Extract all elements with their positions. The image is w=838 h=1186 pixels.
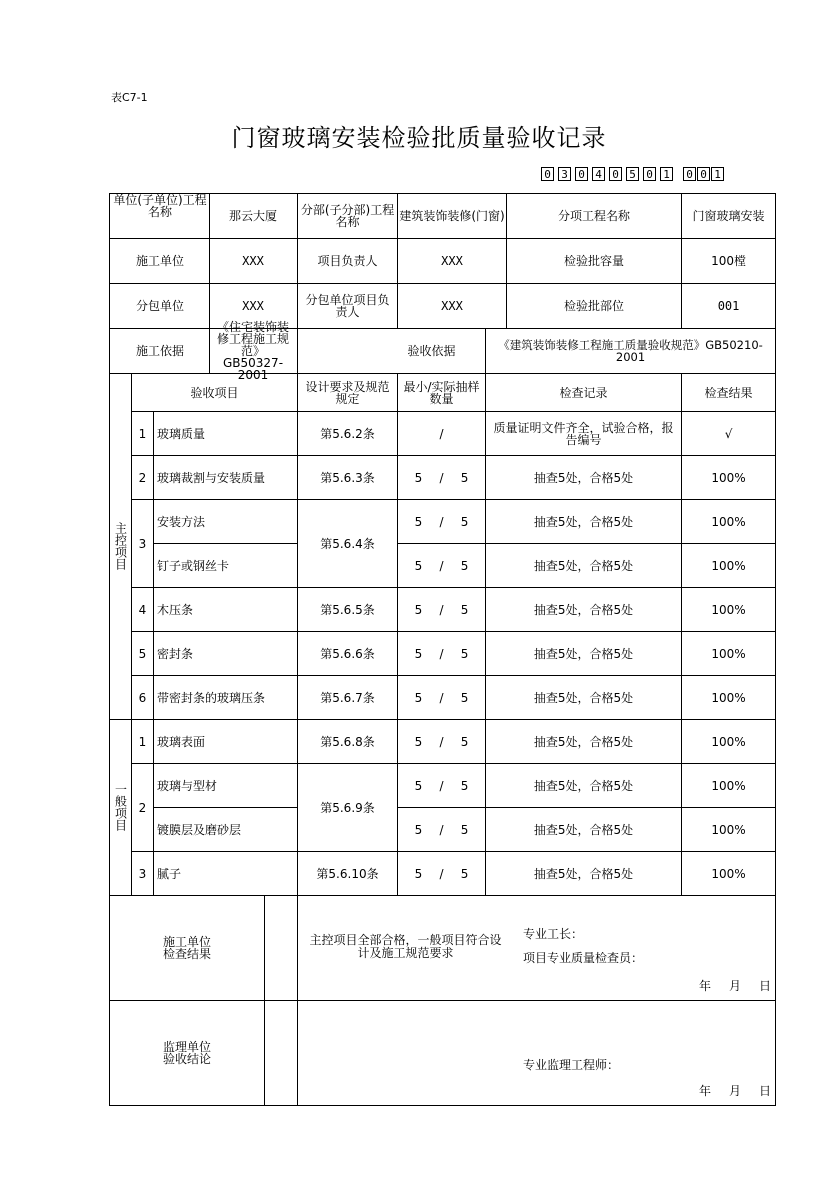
item-sample bbox=[398, 720, 486, 764]
item-no: 3 bbox=[132, 852, 154, 896]
capacity-value: 100樘 bbox=[682, 239, 776, 284]
item-result: 100% bbox=[682, 764, 776, 808]
sample-min: 5 bbox=[414, 558, 423, 573]
constructor-sign-area bbox=[298, 896, 776, 1001]
col-spec: 设计要求及规范规定 bbox=[298, 374, 398, 412]
accept-basis-value: 《建筑装饰装修工程施工质量验收规范》GB50210-2001 bbox=[486, 329, 776, 374]
seq-digit: 1 bbox=[711, 167, 724, 181]
constructor-check-row bbox=[110, 896, 776, 1001]
item-sample bbox=[398, 588, 486, 632]
item-value: 门窗玻璃安装 bbox=[682, 194, 776, 239]
code-digit: 4 bbox=[592, 167, 605, 181]
item-name: 玻璃质量 bbox=[154, 412, 298, 456]
item-sample: / bbox=[398, 412, 486, 456]
sample-actual: 5 bbox=[460, 734, 469, 749]
sample-actual: 5 bbox=[460, 866, 469, 881]
item-spec: 第5.6.2条 bbox=[298, 412, 398, 456]
item-record: 质量证明文件齐全，试验合格，报告编号 bbox=[486, 412, 682, 456]
item-spec: 第5.6.3条 bbox=[298, 456, 398, 500]
sequence-code bbox=[683, 167, 725, 181]
sample-actual: 5 bbox=[460, 514, 469, 529]
item-no: 1 bbox=[132, 412, 154, 456]
sample-actual: 5 bbox=[460, 822, 469, 837]
item-record: 抽查5处，合格5处 bbox=[486, 632, 682, 676]
table-row bbox=[110, 676, 776, 720]
constructor-value: XXX bbox=[209, 239, 296, 283]
code-digit: 3 bbox=[558, 167, 571, 181]
main-section-label bbox=[110, 374, 132, 720]
sample-min: 5 bbox=[414, 822, 423, 837]
sample-actual: 5 bbox=[460, 602, 469, 617]
general-section-label bbox=[110, 720, 132, 896]
item-record: 抽查5处，合格5处 bbox=[486, 852, 682, 896]
sample-min: 5 bbox=[414, 734, 423, 749]
supervisor-check-label: 监理单位验收结论 bbox=[162, 1040, 211, 1066]
item-result: 100% bbox=[682, 456, 776, 500]
sub-pm-value: XXX bbox=[398, 284, 507, 328]
sub-label: 分包单位 bbox=[135, 299, 184, 313]
item-sample bbox=[398, 676, 486, 720]
sample-min: 5 bbox=[414, 778, 423, 793]
item-record: 抽查5处，合格5处 bbox=[486, 720, 682, 764]
item-name: 安装方法 bbox=[154, 500, 298, 544]
item-name: 带密封条的玻璃压条 bbox=[154, 676, 298, 720]
division-label: 分部(子分部)工程名称 bbox=[298, 194, 398, 239]
item-spec: 第5.6.9条 bbox=[298, 764, 398, 852]
item-sample bbox=[398, 764, 486, 808]
part-label: 检验批部位 bbox=[564, 299, 625, 313]
code-digit: 0 bbox=[609, 167, 622, 181]
item-spec: 第5.6.8条 bbox=[298, 720, 398, 764]
item-no: 1 bbox=[132, 720, 154, 764]
sample-sep: / bbox=[439, 822, 444, 837]
item-sample bbox=[398, 456, 486, 500]
item-name: 镀膜层及磨砂层 bbox=[154, 808, 298, 852]
date-day: 日 bbox=[759, 1084, 772, 1098]
table-row bbox=[110, 456, 776, 500]
pm-label: 项目负责人 bbox=[298, 239, 398, 284]
inspector-label: 项目专业质量检查员： bbox=[523, 951, 644, 965]
item-result: 100% bbox=[682, 500, 776, 544]
code-digit: 5 bbox=[626, 167, 639, 181]
date-month: 月 bbox=[729, 1084, 742, 1098]
item-sample bbox=[398, 544, 486, 588]
item-result: 100% bbox=[682, 632, 776, 676]
code-digit: 1 bbox=[660, 167, 673, 181]
col-item: 验收项目 bbox=[132, 374, 298, 412]
constructor-label: 施工单位 bbox=[135, 254, 184, 268]
item-name: 木压条 bbox=[154, 588, 298, 632]
table-row bbox=[110, 588, 776, 632]
item-record: 抽查5处，合格5处 bbox=[486, 544, 682, 588]
item-no: 5 bbox=[132, 632, 154, 676]
col-result: 检查结果 bbox=[682, 374, 776, 412]
date-year: 年 bbox=[698, 1084, 711, 1098]
item-name: 密封条 bbox=[154, 632, 298, 676]
constructor-check-text: 主控项目全部合格，一般项目符合设计及施工规范要求 bbox=[309, 933, 502, 960]
pm-value: XXX bbox=[398, 239, 507, 283]
supervisor-check-row bbox=[110, 1001, 776, 1106]
sample-sep: / bbox=[439, 778, 444, 793]
sample-sep: / bbox=[439, 602, 444, 617]
sample-sep: / bbox=[439, 866, 444, 881]
sample-sep: / bbox=[439, 558, 444, 573]
col-record: 检查记录 bbox=[486, 374, 682, 412]
unit-value: 那云大厦 bbox=[209, 194, 296, 238]
seq-digit: 0 bbox=[697, 167, 710, 181]
sample-min: 5 bbox=[414, 690, 423, 705]
sample-actual: 5 bbox=[460, 690, 469, 705]
form-code: 表C7-1 bbox=[111, 91, 148, 104]
item-spec: 第5.6.6条 bbox=[298, 632, 398, 676]
item-spec: 第5.6.7条 bbox=[298, 676, 398, 720]
item-result: 100% bbox=[682, 808, 776, 852]
sample-actual: 5 bbox=[460, 778, 469, 793]
date-month: 月 bbox=[729, 979, 742, 993]
item-record: 抽查5处，合格5处 bbox=[486, 456, 682, 500]
item-label: 分项工程名称 bbox=[558, 209, 631, 223]
division-value: 建筑装饰装修(门窗) bbox=[398, 194, 507, 238]
general-label-text: 一般项目 bbox=[113, 782, 128, 831]
sub-value: XXX bbox=[209, 284, 296, 328]
capacity-label: 检验批容量 bbox=[564, 254, 625, 268]
item-spec: 第5.6.5条 bbox=[298, 588, 398, 632]
item-result: 100% bbox=[682, 852, 776, 896]
item-name: 玻璃表面 bbox=[154, 720, 298, 764]
constructor-check-label: 施工单位检查结果 bbox=[162, 935, 211, 961]
sample-min: 5 bbox=[414, 866, 423, 881]
table-row bbox=[110, 632, 776, 676]
header-row-1 bbox=[110, 194, 776, 239]
part-value: 001 bbox=[682, 284, 776, 329]
date-day: 日 bbox=[759, 979, 772, 993]
item-record: 抽查5处，合格5处 bbox=[486, 588, 682, 632]
table-row bbox=[110, 500, 776, 544]
item-name: 腻子 bbox=[154, 852, 298, 896]
item-sample bbox=[398, 808, 486, 852]
item-record: 抽查5处，合格5处 bbox=[486, 764, 682, 808]
item-no: 4 bbox=[132, 588, 154, 632]
item-sample bbox=[398, 632, 486, 676]
item-no: 2 bbox=[132, 764, 154, 852]
inspection-table bbox=[109, 193, 776, 1106]
item-result: 100% bbox=[682, 544, 776, 588]
sample-actual: 5 bbox=[460, 470, 469, 485]
sample-sep: / bbox=[439, 514, 444, 529]
page-title: 门窗玻璃安装检验批质量验收记录 bbox=[231, 124, 607, 152]
inspection-code bbox=[541, 167, 725, 181]
code-digit: 0 bbox=[541, 167, 554, 181]
code-digit: 0 bbox=[643, 167, 656, 181]
sample-min: 5 bbox=[414, 514, 423, 529]
item-sample bbox=[398, 500, 486, 544]
sample-actual: 5 bbox=[460, 558, 469, 573]
item-result: 100% bbox=[682, 588, 776, 632]
sample-min: 5 bbox=[414, 646, 423, 661]
header-row-2 bbox=[110, 239, 776, 284]
item-result: 100% bbox=[682, 676, 776, 720]
item-spec: 第5.6.4条 bbox=[298, 500, 398, 588]
col-sample: 最小/实际抽样数量 bbox=[398, 374, 486, 412]
table-row bbox=[110, 544, 776, 588]
sample-sep: / bbox=[439, 646, 444, 661]
item-record: 抽查5处，合格5处 bbox=[486, 500, 682, 544]
code-digit: 0 bbox=[575, 167, 588, 181]
foreman-label: 专业工长： bbox=[523, 927, 584, 941]
sample-min: 5 bbox=[414, 602, 423, 617]
sample-sep: / bbox=[439, 690, 444, 705]
sample-min: 5 bbox=[414, 470, 423, 485]
item-name: 玻璃与型材 bbox=[154, 764, 298, 808]
item-record: 抽查5处，合格5处 bbox=[486, 676, 682, 720]
accept-basis-label: 验收依据 bbox=[407, 344, 456, 358]
item-no: 3 bbox=[132, 500, 154, 588]
header-row-4 bbox=[110, 329, 776, 374]
sub-pm-label: 分包单位项目负责人 bbox=[298, 284, 398, 329]
item-result: 100% bbox=[682, 720, 776, 764]
item-sample bbox=[398, 852, 486, 896]
basis-label: 施工依据 bbox=[135, 344, 184, 358]
constructor-date bbox=[681, 980, 771, 992]
header-row-3 bbox=[110, 284, 776, 329]
sample-sep: / bbox=[439, 734, 444, 749]
main-label-text: 主控项目 bbox=[113, 521, 128, 570]
unit-label: 单位(子单位)工程名称 bbox=[113, 193, 207, 219]
supervisor-date bbox=[681, 1085, 771, 1097]
table-row bbox=[110, 720, 776, 764]
item-no: 2 bbox=[132, 456, 154, 500]
sample-sep: / bbox=[439, 470, 444, 485]
item-no: 6 bbox=[132, 676, 154, 720]
supervisor-sign-area bbox=[298, 1001, 776, 1106]
table-row bbox=[110, 412, 776, 456]
engineer-label: 专业监理工程师： bbox=[523, 1058, 620, 1072]
date-year: 年 bbox=[698, 979, 711, 993]
table-row bbox=[110, 764, 776, 808]
item-record: 抽查5处，合格5处 bbox=[486, 808, 682, 852]
item-name: 钉子或钢丝卡 bbox=[154, 544, 298, 588]
table-row bbox=[110, 852, 776, 896]
column-header-row bbox=[110, 374, 776, 412]
item-name: 玻璃裁割与安装质量 bbox=[154, 456, 298, 500]
table-row bbox=[110, 808, 776, 852]
item-spec: 第5.6.10条 bbox=[298, 852, 398, 896]
item-result: √ bbox=[682, 412, 776, 456]
basis-value: 《住宅装饰装修工程施工规范》GB50327-2001 bbox=[209, 329, 296, 373]
sample-actual: 5 bbox=[460, 646, 469, 661]
seq-digit: 0 bbox=[683, 167, 696, 181]
